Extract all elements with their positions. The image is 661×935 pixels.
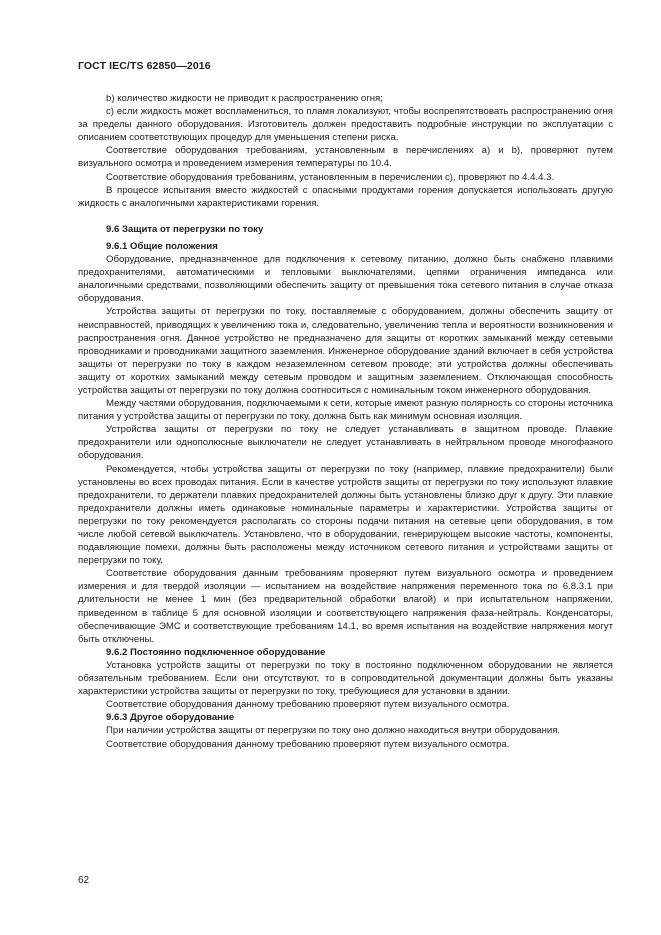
paragraph: c) если жидкость может воспламениться, то пламя локализуют, чтобы воспрепятствовать распространению огня за пределы данного оборудования. Изготовитель должен предоставить подробные инструкции по эксплуатации с описанием соответствующих процедур для уменьшения степени риска. xyxy=(78,106,613,144)
paragraph: Рекомендуется, чтобы устройства защиты от перегрузки по току (например, плавкие предохранители) были установлены во всех проводах питания. Если в качестве устройств защиты от перегрузки по току используют плавкие предохранители, то держатели плавких предохранителей должны быть установлены близко друг к другу. Эти плавкие предохранители должны иметь одинаковые номинальные параметры и характеристики. Устройства защиты от перегрузки по току рекомендуется располагать со стороны подачи питания на сетевые цепи оборудования, в том числе любой сетевой выключатель. Установлено, что в оборудовании, генерирующем высокие частоты, компоненты, подавляющие помехи, должны быть расположены между источником сетевого питания и устройствами защиты от перегрузки по току. xyxy=(78,463,613,567)
section-heading: 9.6 Защита от перегрузки по току xyxy=(106,223,264,235)
page-number: 62 xyxy=(78,875,90,886)
paragraph: Оборудование, предназначенное для подключения к сетевому питанию, должно быть снабжено плавкими предохранителями, автоматическими и тепловыми выключателями, цепями ограничения импеданса или аналогичными средствами, позволяющими обеспечить защиту от превышения тока сетевого питания в случае отказа оборудования. xyxy=(78,254,613,305)
paragraph: Соответствие оборудования требованиям, установленным в перечислении c), проверяют по 4.4.4.3. xyxy=(106,171,555,183)
subsection-heading: 9.6.2 Постоянно подключенное оборудование xyxy=(106,646,326,658)
paragraph: Устройства защиты от перегрузки по току не следует устанавливать в защитном проводе. Плавкие предохранители или однополюсные выключатели не следует устанавливать в нейтральном проводе многофазного оборудования. xyxy=(78,424,613,462)
paragraph: Устройства защиты от перегрузки по току, поставляемые с оборудованием, должны обеспечить защиту от неисправностей, приводящих к увеличению тока и, следовательно, увеличению тепла и вероятности возникновения и распространения огня. Данное устройство не предназначено для защиты от коротких замыканий между сетевыми проводниками и проводниками защитного заземления. Инженерное оборудование зданий включает в себя устройства защиты от перегрузки по току в каждом незаземленном сетевом проводе; эти устройства должны обеспечивать защиту от коротких замыканий между сетевым проводом и защитным заземлением. Отключающая способность устройства защиты от перегрузки по току должна соотноситься с номинальным током инженерного оборудования. xyxy=(78,306,613,396)
paragraph: Соответствие оборудования данному требованию проверяют путем визуального осмотра. xyxy=(106,699,510,711)
standard-designation: ГОСТ IEC/TS 62850—2016 xyxy=(78,60,211,72)
paragraph: В процессе испытания вместо жидкостей с опасными продуктами горения допускается использовать другую жидкость с аналогичными характеристиками горения. xyxy=(78,184,613,209)
paragraph: Соответствие оборудования требованиям, установленным в перечислениях a) и b), проверяют путем визуального осмотра и проведением измерения температуры по 10.4. xyxy=(78,145,613,170)
paragraph: b) количество жидкости не приводит к распространению огня; xyxy=(106,93,383,104)
paragraph: Соответствие оборудования данному требованию проверяют путем визуального осмотра. xyxy=(106,738,510,750)
paragraph: Установка устройств защиты от перегрузки по току в постоянно подключенном оборудовании не является обязательным требованием. Если они отсутствуют, то в сопроводительной документации должны быть указаны характеристики устройства защиты от перегрузки по току, требующиеся для установки в здании. xyxy=(78,659,613,698)
subsection-heading: 9.6.1 Общие положения xyxy=(106,240,218,252)
subsection-heading: 9.6.3 Другое оборудование xyxy=(106,712,235,724)
paragraph: Между частями оборудования, подключаемыми к сети, которые имеют разную полярность со стороны источника питания у устройства защиты от перегрузки по току, должна быть как минимум основная изоляция. xyxy=(78,398,613,423)
paragraph: Соответствие оборудования данным требованиям проверяют путем визуального осмотра и проведением измерения и для твердой изоляции — испытанием на воздействие напряжения переменного тока по 6.8.3.1 при длительности не менее 1 мин (без предварительной обработки влагой) и при испытательном напряжении, приведенном в таблице 5 для основной изоляции и соответствующего напряжения фаза-нейтраль. Конденсаторы, обеспечивающие ЭМС и соответствующие требованиям 14.1, во время испытания на воздействие напряжения могут быть отключены. xyxy=(78,568,613,645)
paragraph: При наличии устройства защиты от перегрузки по току оно должно находиться внутри оборудования. xyxy=(106,725,561,737)
page-body xyxy=(78,92,613,751)
